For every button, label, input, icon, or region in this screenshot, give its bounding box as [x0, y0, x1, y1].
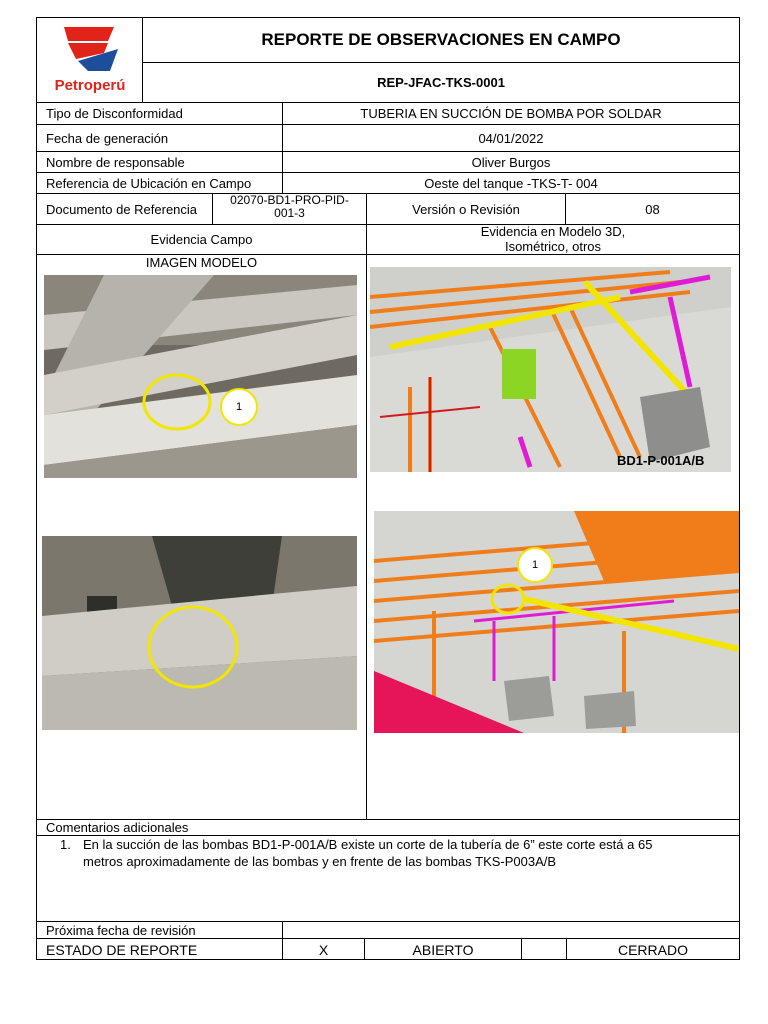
comment-item-line2: metros aproximadamente de las bombas y en frente de las bombas TKS-P003A/B [83, 854, 557, 869]
tipo-label: Tipo de Disconformidad [46, 105, 183, 121]
estado-mark: X [318, 941, 329, 958]
evidencia-modelo-line1: Evidencia en Modelo 3D, [480, 224, 626, 239]
documento-value [213, 194, 366, 224]
report-title: REPORTE DE OBSERVACIONES EN CAMPO [261, 29, 621, 49]
version-value: 08 [645, 201, 660, 217]
comentarios-label: Comentarios adicionales [46, 820, 189, 835]
field-photo-1 [44, 275, 357, 478]
comment-item-line1: En la succión de las bombas BD1-P-001A/B existe un corte de la tubería de 6” este corte está a 65 [83, 837, 653, 852]
evidencia-campo-label: Evidencia Campo [150, 232, 253, 247]
estado-label: ESTADO DE REPORTE [46, 941, 198, 958]
responsable-label: Nombre de responsable [46, 154, 185, 170]
evidencia-modelo-label [367, 224, 739, 254]
fecha-label: Fecha de generación [46, 130, 169, 146]
imagen-modelo-label: IMAGEN MODELO [145, 254, 258, 270]
ubicacion-label: Referencia de Ubicación en Campo [46, 175, 252, 191]
logo-text: Petroperú [54, 77, 126, 94]
model-caption: BD1-P-001A/B [617, 453, 705, 468]
comment-item-number: 1. [60, 837, 71, 852]
ubicacion-value: Oeste del tanque -TKS-T- 004 [424, 175, 598, 191]
tipo-value: TUBERIA EN SUCCIÓN DE BOMBA POR SOLDAR [360, 105, 662, 121]
documento-label: Documento de Referencia [46, 201, 198, 217]
petroperu-logo [38, 19, 142, 99]
report-code: REP-JFAC-TKS-0001 [377, 74, 505, 90]
estado-abierto: ABIERTO [412, 941, 474, 958]
documento-value-line2: 001-3 [274, 206, 305, 220]
evidencia-modelo-line2: Isométrico, otros [504, 239, 602, 254]
model-image-1 [370, 267, 731, 472]
estado-cerrado: CERRADO [617, 941, 688, 958]
responsable-value: Oliver Burgos [471, 154, 551, 170]
marker-1-field: 1 [220, 388, 258, 426]
model-image-2 [374, 511, 739, 733]
documento-value-line1: 02070-BD1-PRO-PID- [230, 193, 349, 207]
fecha-value: 04/01/2022 [478, 130, 544, 146]
marker-1-model: 1 [517, 547, 553, 583]
proxima-label: Próxima fecha de revisión [46, 922, 196, 938]
field-photo-2 [42, 536, 357, 730]
version-label: Versión o Revisión [412, 201, 520, 217]
